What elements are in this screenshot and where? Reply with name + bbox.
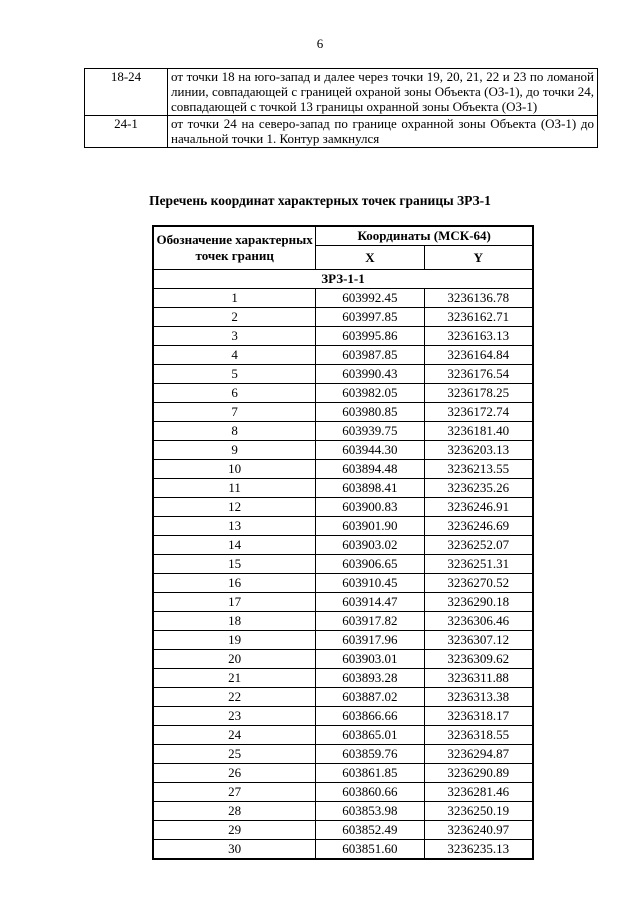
x-coordinate: 603859.76: [316, 745, 424, 764]
y-coordinate: 3236252.07: [424, 536, 532, 555]
point-number: 20: [154, 650, 316, 669]
table-row: [154, 289, 533, 308]
table-row: [154, 783, 533, 802]
x-coordinate: 603865.01: [316, 726, 424, 745]
point-number: 25: [154, 745, 316, 764]
y-coordinate: 3236313.38: [424, 688, 532, 707]
x-coordinate: 603910.45: [316, 574, 424, 593]
table-row: [154, 726, 533, 745]
table-row: [154, 764, 533, 783]
point-number: 2: [154, 308, 316, 327]
y-coordinate: 3236181.40: [424, 422, 532, 441]
segment-id: 24-1: [85, 116, 168, 148]
segment-id: 18-24: [85, 69, 168, 116]
table-row: [154, 384, 533, 403]
x-coordinate: 603894.48: [316, 460, 424, 479]
point-number: 30: [154, 840, 316, 859]
segment-description: от точки 18 на юго-запад и далее через точки 19, 20, 21, 22 и 23 по ломаной линии, совпадающей с границей охраной зоны Объекта (ОЗ-1), до точки 24, совпадающей с точкой 13 границы охранной зоны Объекта (ОЗ-1): [168, 69, 598, 116]
point-number: 22: [154, 688, 316, 707]
point-number: 3: [154, 327, 316, 346]
x-coordinate: 603914.47: [316, 593, 424, 612]
y-coordinate: 3236307.12: [424, 631, 532, 650]
y-coordinate: 3236213.55: [424, 460, 532, 479]
x-coordinate: 603944.30: [316, 441, 424, 460]
table-row: [154, 422, 533, 441]
table-row: [154, 517, 533, 536]
y-coordinate: 3236176.54: [424, 365, 532, 384]
y-coordinate: 3236203.13: [424, 441, 532, 460]
y-coordinate: 3236172.74: [424, 403, 532, 422]
x-coordinate: 603917.82: [316, 612, 424, 631]
x-coordinate: 603906.65: [316, 555, 424, 574]
y-coordinate: 3236281.46: [424, 783, 532, 802]
header-y: Y: [424, 246, 532, 270]
y-coordinate: 3236246.69: [424, 517, 532, 536]
y-coordinate: 3236311.88: [424, 669, 532, 688]
y-coordinate: 3236318.55: [424, 726, 532, 745]
x-coordinate: 603900.83: [316, 498, 424, 517]
y-coordinate: 3236235.13: [424, 840, 532, 859]
x-coordinate: 603995.86: [316, 327, 424, 346]
table-row: [154, 574, 533, 593]
table-row: [154, 802, 533, 821]
table-row: [154, 327, 533, 346]
y-coordinate: 3236162.71: [424, 308, 532, 327]
x-coordinate: 603893.28: [316, 669, 424, 688]
x-coordinate: 603853.98: [316, 802, 424, 821]
point-number: 15: [154, 555, 316, 574]
page-number: 6: [316, 36, 324, 51]
x-coordinate: 603980.85: [316, 403, 424, 422]
point-number: 17: [154, 593, 316, 612]
y-coordinate: 3236250.19: [424, 802, 532, 821]
table-row: [154, 441, 533, 460]
x-coordinate: 603987.85: [316, 346, 424, 365]
point-number: 14: [154, 536, 316, 555]
x-coordinate: 603917.96: [316, 631, 424, 650]
y-coordinate: 3236240.97: [424, 821, 532, 840]
point-number: 12: [154, 498, 316, 517]
header-x: X: [316, 246, 424, 270]
y-coordinate: 3236164.84: [424, 346, 532, 365]
section-label: ЗРЗ-1-1: [154, 270, 533, 289]
x-coordinate: 603851.60: [316, 840, 424, 859]
x-coordinate: 603887.02: [316, 688, 424, 707]
x-coordinate: 603860.66: [316, 783, 424, 802]
y-coordinate: 3236318.17: [424, 707, 532, 726]
point-number: 19: [154, 631, 316, 650]
table-row: [154, 403, 533, 422]
point-number: 23: [154, 707, 316, 726]
point-number: 7: [154, 403, 316, 422]
y-coordinate: 3236270.52: [424, 574, 532, 593]
y-coordinate: 3236306.46: [424, 612, 532, 631]
x-coordinate: 603997.85: [316, 308, 424, 327]
y-coordinate: 3236136.78: [424, 289, 532, 308]
x-coordinate: 603903.01: [316, 650, 424, 669]
table-row: [154, 669, 533, 688]
x-coordinate: 603866.66: [316, 707, 424, 726]
table-row: [154, 536, 533, 555]
point-number: 10: [154, 460, 316, 479]
point-number: 21: [154, 669, 316, 688]
point-number: 9: [154, 441, 316, 460]
coordinates-table-body: [154, 270, 533, 859]
y-coordinate: 3236309.62: [424, 650, 532, 669]
segment-description: от точки 24 на северо-запад по границе охранной зоны Объекта (ОЗ-1) до начальной точки 1. Контур замкнулся: [168, 116, 598, 148]
point-number: 27: [154, 783, 316, 802]
point-number: 13: [154, 517, 316, 536]
point-number: 6: [154, 384, 316, 403]
point-number: 28: [154, 802, 316, 821]
point-number: 29: [154, 821, 316, 840]
point-number: 26: [154, 764, 316, 783]
x-coordinate: 603901.90: [316, 517, 424, 536]
y-coordinate: 3236290.18: [424, 593, 532, 612]
point-number: 8: [154, 422, 316, 441]
point-number: 4: [154, 346, 316, 365]
y-coordinate: 3236290.89: [424, 764, 532, 783]
table-row: [154, 840, 533, 859]
header-coordinates: Координаты (МСК-64): [316, 227, 533, 246]
table-row: [154, 308, 533, 327]
table-row: [154, 612, 533, 631]
x-coordinate: 603992.45: [316, 289, 424, 308]
point-number: 18: [154, 612, 316, 631]
boundary-segments-table: [84, 68, 598, 148]
table-row: [154, 555, 533, 574]
table-row: [154, 631, 533, 650]
x-coordinate: 603903.02: [316, 536, 424, 555]
x-coordinate: 603990.43: [316, 365, 424, 384]
x-coordinate: 603939.75: [316, 422, 424, 441]
x-coordinate: 603982.05: [316, 384, 424, 403]
header-point-designation: Обозначение характерных точек границ: [154, 227, 316, 270]
table-row: [154, 745, 533, 764]
table-row: [154, 707, 533, 726]
coordinates-table: [153, 226, 533, 859]
point-number: 16: [154, 574, 316, 593]
table-row: [154, 593, 533, 612]
segment-row: [85, 116, 598, 148]
y-coordinate: 3236246.91: [424, 498, 532, 517]
table-row: [154, 688, 533, 707]
point-number: 5: [154, 365, 316, 384]
y-coordinate: 3236251.31: [424, 555, 532, 574]
coordinates-table-title: Перечень координат характерных точек границы ЗРЗ-1: [149, 193, 491, 208]
table-row: [154, 479, 533, 498]
x-coordinate: 603861.85: [316, 764, 424, 783]
y-coordinate: 3236178.25: [424, 384, 532, 403]
y-coordinate: 3236294.87: [424, 745, 532, 764]
point-number: 1: [154, 289, 316, 308]
table-row: [154, 650, 533, 669]
table-row: [154, 365, 533, 384]
point-number: 11: [154, 479, 316, 498]
point-number: 24: [154, 726, 316, 745]
table-row: [154, 498, 533, 517]
segment-row: [85, 69, 598, 116]
table-row: [154, 821, 533, 840]
table-row: [154, 460, 533, 479]
x-coordinate: 603852.49: [316, 821, 424, 840]
table-row: [154, 346, 533, 365]
y-coordinate: 3236235.26: [424, 479, 532, 498]
x-coordinate: 603898.41: [316, 479, 424, 498]
y-coordinate: 3236163.13: [424, 327, 532, 346]
